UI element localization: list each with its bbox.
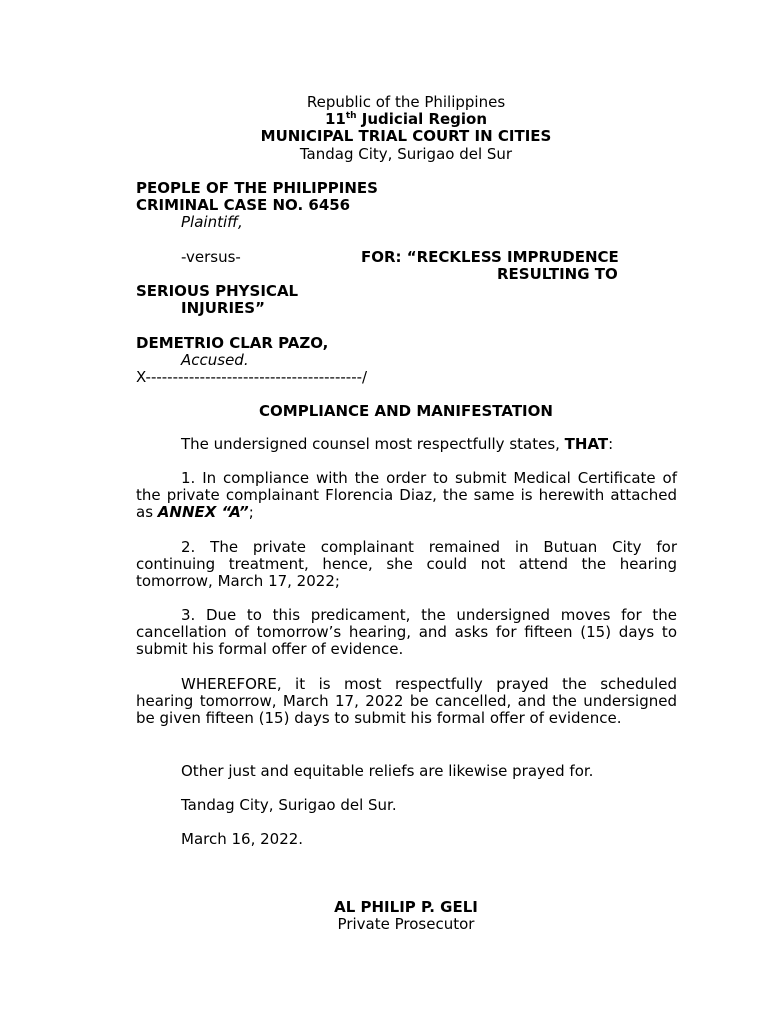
place-line: Tandag City, Surigao del Sur. (181, 796, 397, 814)
intro-colon: : (608, 435, 614, 453)
region-number: 11 (324, 110, 346, 128)
plaintiff-name: PEOPLE OF THE PHILIPPINES (136, 179, 378, 197)
other-reliefs: Other just and equitable reliefs are likewise prayed for. (181, 762, 594, 780)
intro-text: The undersigned counsel most respectfully states, (181, 435, 565, 453)
item-1-text: 1. In compliance with the order to submit Medical Certificate of the private complainant Florencia Diaz, the same is herewith attached as (136, 469, 677, 521)
signatory-title: Private Prosecutor (337, 915, 475, 933)
header-court: MUNICIPAL TRIAL COURT IN CITIES (260, 127, 552, 145)
region-ordinal: th (345, 111, 357, 121)
annex-reference: ANNEX “A” (157, 503, 249, 521)
intro-emphasis: THAT (564, 435, 609, 453)
document-title: COMPLIANCE AND MANIFESTATION (259, 402, 553, 420)
charge-line-4: INJURIES” (181, 299, 265, 317)
header-location: Tandag City, Surigao del Sur (299, 145, 513, 163)
header-republic: Republic of the Philippines (306, 93, 506, 111)
charge-line-2: RESULTING TO (497, 265, 618, 283)
caption-divider: X----------------------------------------/ (136, 368, 368, 386)
accused-name: DEMETRIO CLAR PAZO, (136, 334, 329, 352)
header-region (0, 111, 768, 128)
signatory-name: AL PHILIP P. GELI (334, 898, 478, 916)
charge-line-1: FOR: “RECKLESS IMPRUDENCE (361, 248, 619, 266)
region-label: Judicial Region (356, 110, 488, 128)
intro-paragraph (181, 436, 613, 453)
item-2-paragraph: 2. The private complainant remained in Butuan City for continuing treatment, hence, she could not attend the hearing tomorrow, March 17, 2022; (136, 538, 677, 590)
item-3-paragraph: 3. Due to this predicament, the undersigned moves for the cancellation of tomorrow’s hearing, and asks for fifteen (15) days to submit his formal offer of evidence. (136, 606, 677, 658)
plaintiff-role: Plaintiff, (181, 213, 243, 231)
prayer-paragraph: WHEREFORE, it is most respectfully prayed the scheduled hearing tomorrow, March 17, 2022 be cancelled, and the undersigned be given fifteen (15) days to submit his formal offer of evidence. (136, 675, 677, 727)
item-1-tail: ; (248, 503, 254, 521)
item-1-paragraph (136, 470, 677, 521)
charge-line-3: SERIOUS PHYSICAL (136, 282, 299, 300)
versus-label: -versus- (181, 248, 241, 266)
case-number: CRIMINAL CASE NO. 6456 (136, 196, 351, 214)
accused-role: Accused. (181, 351, 249, 369)
date-line: March 16, 2022. (181, 830, 304, 848)
